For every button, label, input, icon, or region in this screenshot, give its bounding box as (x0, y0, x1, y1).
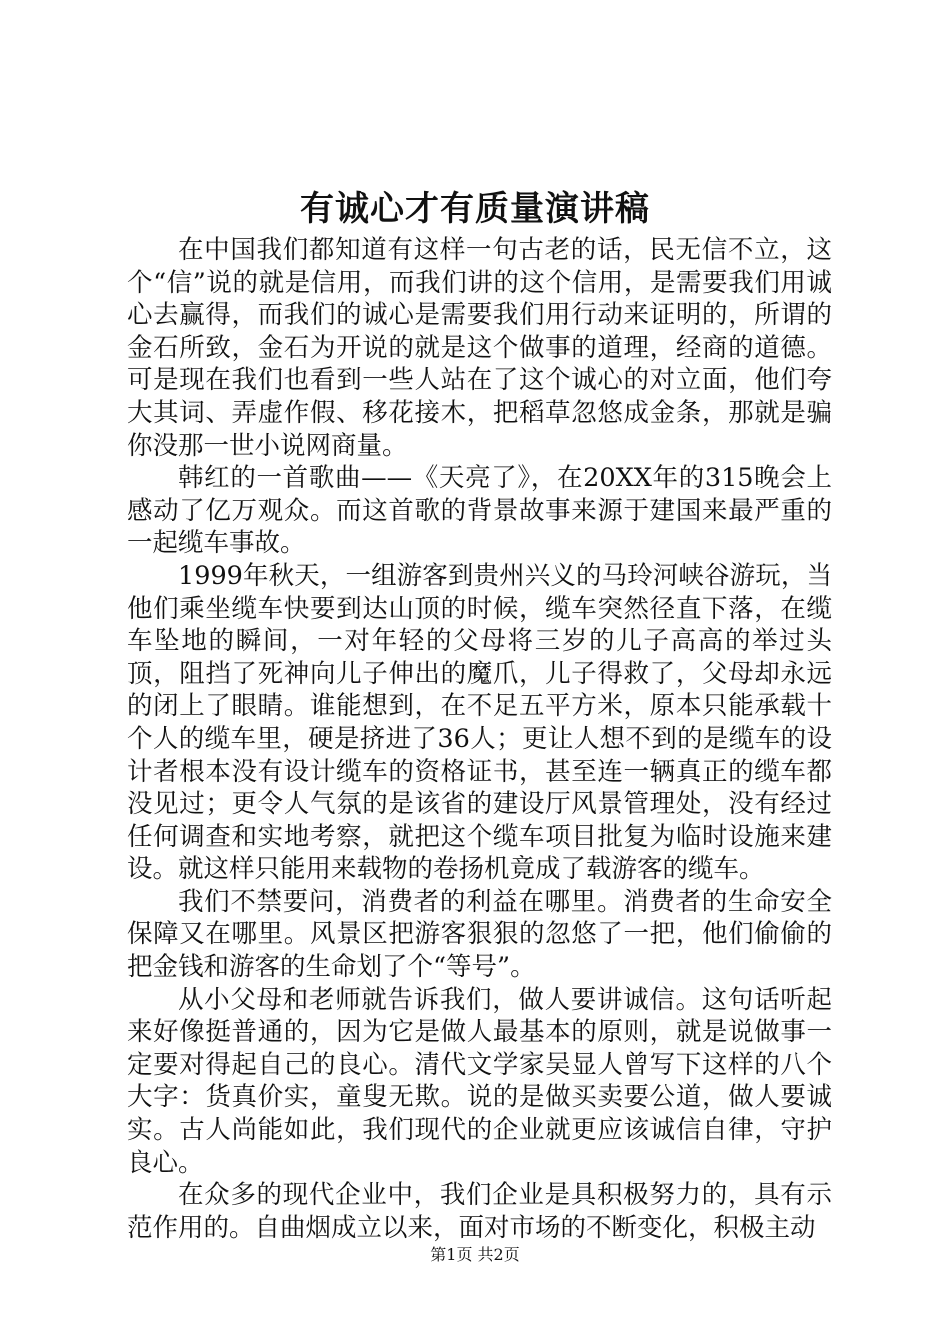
document-body (127, 234, 832, 1244)
page-footer: 第1页 共2页 (430, 1245, 520, 1264)
document-title: 有诚心才有质量演讲稿 (300, 189, 650, 229)
paragraph: 在众多的现代企业中，我们企业是具积极努力的，具有示范作用的。自曲烟成立以来，面对市场的不断变化，积极主动 (127, 1180, 832, 1243)
paragraph: 从小父母和老师就告诉我们，做人要讲诚信。这句话听起来好像挺普通的，因为它是做人最基本的原则，就是说做事一定要对得起自己的良心。清代文学家吴显人曾写下这样的八个大字：货真价实，童叟无欺。说的是做买卖要公道，做人要诚实。古人尚能如此，我们现代的企业就更应该诚信自律，守护良心。 (127, 984, 832, 1178)
paragraph: 我们不禁要问，消费者的利益在哪里。消费者的生命安全保障又在哪里。风景区把游客狠狠的忽悠了一把，他们偷偷的把金钱和游客的生命划了个“等号”。 (127, 886, 832, 983)
paragraph: 在中国我们都知道有这样一句古老的话，民无信不立，这个“信”说的就是信用，而我们讲的这个信用，是需要我们用诚心去赢得，而我们的诚心是需要我们用行动来证明的，所谓的金石所致，金石为开说的就是这个做事的道理，经商的道德。可是现在我们也看到一些人站在了这个诚心的对立面，他们夸大其词、弄虚作假、移花接木，把稻草忽悠成金条，那就是骗你没那一世小说网商量。 (127, 235, 832, 461)
paragraph: 1999年秋天，一组游客到贵州兴义的马玲河峡谷游玩，当他们乘坐缆车快要到达山顶的时候，缆车突然径直下落，在缆车坠地的瞬间，一对年轻的父母将三岁的儿子高高的举过头顶，阻挡了死神向儿子伸出的魔爪，儿子得救了，父母却永远的闭上了眼睛。谁能想到，在不足五平方米，原本只能承载十个人的缆车里，硬是挤进了36人；更让人想不到的是缆车的设计者根本没有设计缆车的资格证书，甚至连一辆真正的缆车都没见过；更令人气氛的是该省的建设厅风景管理处，没有经过任何调查和实地考察，就把这个缆车项目批复为临时设施来建设。就这样只能用来载物的卷扬机竟成了载游客的缆车。 (127, 560, 832, 885)
paragraph: 韩红的一首歌曲——《天亮了》，在20XX年的315晚会上感动了亿万观众。而这首歌的背景故事来源于建国来最严重的一起缆车事故。 (127, 463, 832, 559)
